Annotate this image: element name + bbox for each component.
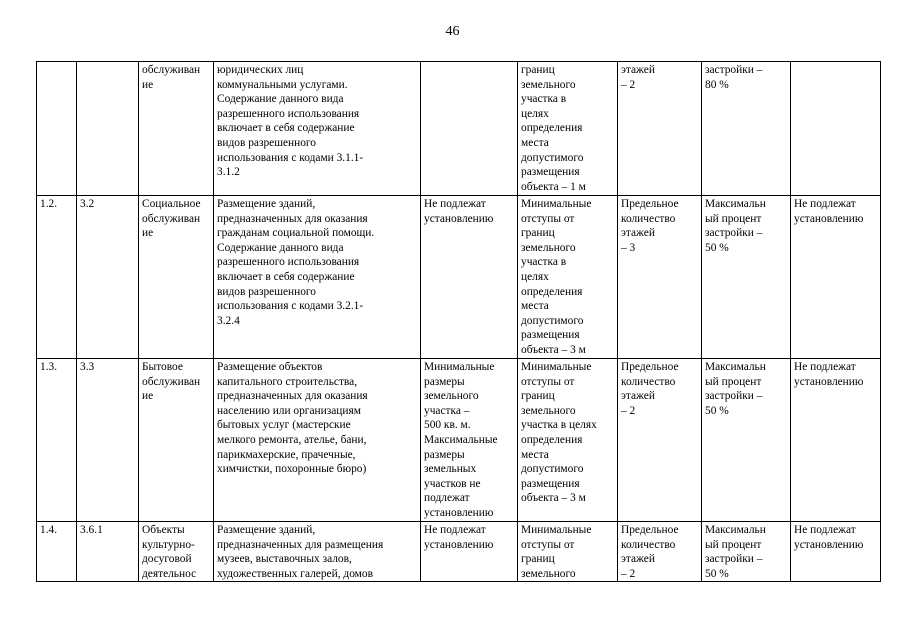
cell-text-line: отступы от <box>521 538 575 551</box>
cell-text-line: земельных <box>424 463 477 476</box>
cell-text-line: музеев, выставочных залов, <box>217 553 352 566</box>
cell-text-line: обслуживан <box>142 64 201 76</box>
cell-text-line: определения <box>521 285 583 298</box>
cell-text-line: гражданам социальной помощи. <box>217 227 375 240</box>
cell-text-line: границ <box>521 64 555 76</box>
cell-text-line: установлению <box>424 538 494 551</box>
cell-text-line: установлению <box>424 506 494 519</box>
cell-text-line: участков не <box>424 477 481 490</box>
table-row <box>37 62 881 196</box>
coverage-cell <box>702 522 791 582</box>
cell-text-line: ие <box>142 390 154 403</box>
cell-text-line: культурно- <box>142 538 195 551</box>
cell-text-line: установлению <box>794 212 864 225</box>
cell-text-line: 1.4. <box>40 524 58 536</box>
cell-text-line: – 2 <box>621 404 636 417</box>
cell-text-line: определения <box>521 433 583 446</box>
other-parameters-cell <box>791 359 881 522</box>
setback-cell <box>518 196 618 359</box>
table-row <box>37 522 881 582</box>
cell-text-line: застройки – <box>705 64 763 76</box>
coverage-cell <box>702 62 791 196</box>
cell-text-line: использования с кодами 3.2.1- <box>217 300 364 313</box>
cell-text-line: участка в <box>521 93 567 106</box>
use-code-cell <box>77 196 139 359</box>
cell-text-line: Предельное <box>621 198 679 210</box>
cell-text-line: коммунальными услугами. <box>217 78 348 91</box>
cell-text-line: деятельнос <box>142 567 197 580</box>
cell-text-line: Не подлежат <box>794 361 856 373</box>
cell-text-line: ый процент <box>705 212 762 225</box>
cell-text-line: допустимого <box>521 463 584 476</box>
use-description-cell <box>214 62 421 196</box>
cell-text-line: юридических лиц <box>217 64 304 76</box>
cell-text-line: Содержание данного вида <box>217 93 344 106</box>
cell-text-line: места <box>521 448 549 461</box>
cell-text-line: этажей <box>621 64 655 76</box>
cell-text-line: предназначенных для оказания <box>217 390 368 403</box>
cell-text-line: 3.3 <box>80 361 95 373</box>
cell-text-line: Не подлежат <box>794 198 856 210</box>
cell-text-line: использования с кодами 3.1.1- <box>217 151 364 164</box>
cell-text-line: Бытовое <box>142 361 183 373</box>
cell-text-line: мелкого ремонта, ателье, бани, <box>217 433 367 446</box>
cell-text-line: ие <box>142 227 154 240</box>
cell-text-line: определения <box>521 122 583 135</box>
cell-text-line: Минимальные <box>521 524 592 536</box>
cell-text-line: ый процент <box>705 375 762 388</box>
cell-text-line: количество <box>621 212 676 225</box>
cell-text-line: Максимальные <box>424 433 498 446</box>
cell-text-line: застройки – <box>705 553 763 566</box>
use-description-cell <box>214 522 421 582</box>
other-parameters-cell <box>791 522 881 582</box>
plot-size-cell <box>421 62 518 196</box>
row-number-cell <box>37 522 77 582</box>
use-description-cell <box>214 196 421 359</box>
cell-text-line: Минимальные <box>521 198 592 210</box>
table-row <box>37 359 881 522</box>
cell-text-line: целях <box>521 270 549 283</box>
cell-text-line: Содержание данного вида <box>217 241 344 254</box>
cell-text-line: – 2 <box>621 78 636 91</box>
cell-text-line: отступы от <box>521 375 575 388</box>
cell-text-line: целях <box>521 107 549 120</box>
cell-text-line: границ <box>521 227 555 240</box>
cell-text-line: объекта – 3 м <box>521 343 586 356</box>
cell-text-line: Максимальн <box>705 361 766 373</box>
cell-text-line: размещения <box>521 477 580 490</box>
cell-text-line: земельного <box>521 241 576 254</box>
cell-text-line: Не подлежат <box>424 524 486 536</box>
floors-cell <box>618 62 702 196</box>
setback-cell <box>518 359 618 522</box>
floors-cell <box>618 359 702 522</box>
table-body <box>37 62 881 582</box>
cell-text-line: подлежат <box>424 492 470 505</box>
cell-text-line: химчистки, похоронные бюро) <box>217 463 367 476</box>
cell-text-line: 3.2 <box>80 198 95 210</box>
cell-text-line: застройки – <box>705 390 763 403</box>
cell-text-line: разрешенного использования <box>217 107 360 120</box>
cell-text-line: участка в <box>521 256 567 269</box>
cell-text-line: застройки – <box>705 227 763 240</box>
cell-text-line: ый процент <box>705 538 762 551</box>
use-code-cell <box>77 359 139 522</box>
cell-text-line: места <box>521 136 549 149</box>
cell-text-line: земельного <box>521 404 576 417</box>
cell-text-line: включает в себя содержание <box>217 122 355 135</box>
cell-text-line: допустимого <box>521 151 584 164</box>
cell-text-line: – 2 <box>621 567 636 580</box>
cell-text-line: Размещение зданий, <box>217 524 316 536</box>
cell-text-line: досуговой <box>142 553 192 566</box>
cell-text-line: объекта – 1 м <box>521 180 586 193</box>
row-number-cell <box>37 359 77 522</box>
cell-text-line: – 3 <box>621 241 636 254</box>
cell-text-line: предназначенных для оказания <box>217 212 368 225</box>
use-code-cell <box>77 62 139 196</box>
floors-cell <box>618 196 702 359</box>
cell-text-line: видов разрешенного <box>217 136 316 149</box>
use-name-cell <box>139 359 214 522</box>
cell-text-line: отступы от <box>521 212 575 225</box>
cell-text-line: количество <box>621 375 676 388</box>
cell-text-line: ие <box>142 78 154 91</box>
cell-text-line: 3.2.4 <box>217 314 240 327</box>
cell-text-line: размеры <box>424 375 465 388</box>
row-number-cell <box>37 62 77 196</box>
cell-text-line: парикмахерские, прачечные, <box>217 448 356 461</box>
coverage-cell <box>702 359 791 522</box>
row-number-cell <box>37 196 77 359</box>
cell-text-line: этажей <box>621 227 655 240</box>
floors-cell <box>618 522 702 582</box>
cell-text-line: Минимальные <box>424 361 495 373</box>
cell-text-line: количество <box>621 538 676 551</box>
cell-text-line: видов разрешенного <box>217 285 316 298</box>
cell-text-line: обслуживан <box>142 375 201 388</box>
cell-text-line: 1.2. <box>40 198 58 210</box>
cell-text-line: Размещение зданий, <box>217 198 316 210</box>
cell-text-line: этажей <box>621 553 655 566</box>
cell-text-line: размещения <box>521 166 580 179</box>
other-parameters-cell <box>791 196 881 359</box>
setback-cell <box>518 62 618 196</box>
cell-text-line: объекта – 3 м <box>521 492 586 505</box>
cell-text-line: места <box>521 300 549 313</box>
cell-text-line: Максимальн <box>705 524 766 536</box>
cell-text-line: Предельное <box>621 361 679 373</box>
cell-text-line: Объекты <box>142 524 185 536</box>
cell-text-line: границ <box>521 390 555 403</box>
cell-text-line: капитального строительства, <box>217 375 358 388</box>
cell-text-line: установлению <box>794 375 864 388</box>
cell-text-line: населению или организациям <box>217 404 361 417</box>
cell-text-line: 3.1.2 <box>217 166 240 179</box>
cell-text-line: этажей <box>621 390 655 403</box>
cell-text-line: бытовых услуг (мастерские <box>217 419 351 432</box>
use-name-cell <box>139 196 214 359</box>
cell-text-line: участка в целях <box>521 419 597 432</box>
cell-text-line: установлению <box>424 212 494 225</box>
cell-text-line: земельного <box>424 390 479 403</box>
cell-text-line: границ <box>521 553 555 566</box>
cell-text-line: предназначенных для размещения <box>217 538 384 551</box>
cell-text-line: установлению <box>794 538 864 551</box>
cell-text-line: Размещение объектов <box>217 361 323 373</box>
cell-text-line: земельного <box>521 78 576 91</box>
page-number: 46 <box>445 24 460 39</box>
setback-cell <box>518 522 618 582</box>
cell-text-line: Предельное <box>621 524 679 536</box>
plot-size-cell <box>421 196 518 359</box>
other-parameters-cell <box>791 62 881 196</box>
plot-size-cell <box>421 522 518 582</box>
cell-text-line: размещения <box>521 329 580 342</box>
use-code-cell <box>77 522 139 582</box>
cell-text-line: Не подлежат <box>424 198 486 210</box>
cell-text-line: обслуживан <box>142 212 201 225</box>
use-name-cell <box>139 62 214 196</box>
cell-text-line: 3.6.1 <box>80 524 103 536</box>
cell-text-line: допустимого <box>521 314 584 327</box>
cell-text-line: художественных галерей, домов <box>217 567 373 580</box>
cell-text-line: 80 % <box>705 78 729 91</box>
cell-text-line: 50 % <box>705 567 729 580</box>
plot-size-cell <box>421 359 518 522</box>
cell-text-line: включает в себя содержание <box>217 270 355 283</box>
cell-text-line: 500 кв. м. <box>424 419 471 432</box>
coverage-cell <box>702 196 791 359</box>
use-description-cell <box>214 359 421 522</box>
cell-text-line: Социальное <box>142 198 201 210</box>
cell-text-line: Максимальн <box>705 198 766 210</box>
cell-text-line: участка – <box>424 404 470 417</box>
table-row <box>37 196 881 359</box>
cell-text-line: разрешенного использования <box>217 256 360 269</box>
cell-text-line: 50 % <box>705 404 729 417</box>
cell-text-line: 1.3. <box>40 361 58 373</box>
cell-text-line: земельного <box>521 567 576 580</box>
cell-text-line: Не подлежат <box>794 524 856 536</box>
cell-text-line: Минимальные <box>521 361 592 373</box>
cell-text-line: 50 % <box>705 241 729 254</box>
cell-text-line: размеры <box>424 448 465 461</box>
use-name-cell <box>139 522 214 582</box>
land-use-regulations-table <box>36 61 881 582</box>
